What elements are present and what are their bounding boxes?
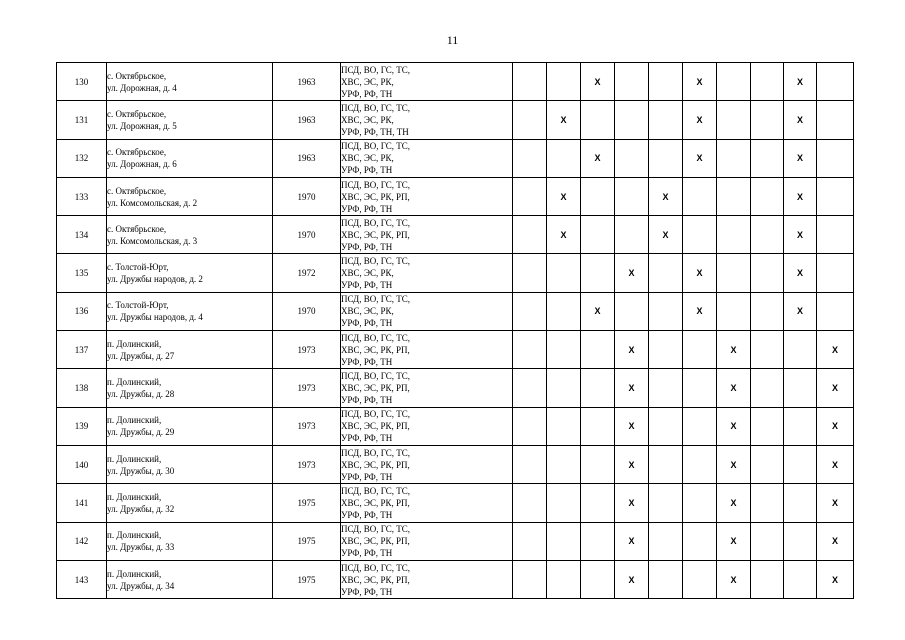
row-number-cell: 143 [57,560,107,598]
address-settlement: с. Октябрьское, [107,185,167,196]
mark-cell [547,445,581,483]
works-line: УРФ, РФ, ТН [341,165,393,176]
address-street: ул. Дружбы, д. 34 [107,580,175,591]
mark-cell [513,101,547,139]
mark-cell [513,522,547,560]
mark-cell [581,101,615,139]
mark-cell [615,292,649,330]
mark-cell [751,139,784,177]
mark-cell [547,254,581,292]
mark-cell [649,445,683,483]
address-settlement: п. Долинский, [107,568,162,579]
works-line: УРФ, РФ, ТН [341,280,393,291]
year-built-cell: 1973 [273,369,341,407]
mark-cell [817,101,854,139]
mark-cell [513,445,547,483]
mark-cell: X [784,254,817,292]
mark-cell: X [683,139,717,177]
mark-cell [615,101,649,139]
mark-cell [649,369,683,407]
mark-cell [581,216,615,254]
year-built-cell: 1963 [273,101,341,139]
mark-cell [547,560,581,598]
works-line: ХВС, ЭС, РК, [341,306,394,317]
mark-cell: X [649,177,683,215]
address-settlement: с. Октябрьское, [107,223,167,234]
works-line: УРФ, РФ, ТН [341,586,393,597]
year-built-cell: 1963 [273,63,341,101]
mark-cell [547,484,581,522]
table-body [57,63,854,599]
works-line: ПСД, ВО, ГС, ТС, [341,371,411,382]
works-line: УРФ, РФ, ТН [341,88,393,99]
mark-cell [683,216,717,254]
works-line: ПСД, ВО, ГС, ТС, [341,102,411,113]
mark-cell [751,101,784,139]
row-number-cell: 132 [57,139,107,177]
mark-cell [751,63,784,101]
mark-cell: X [717,522,751,560]
address-settlement: с. Толстой-Юрт, [107,262,169,273]
year-built-cell: 1970 [273,292,341,330]
mark-cell: X [615,560,649,598]
mark-cell [683,177,717,215]
works-line: ПСД, ВО, ГС, ТС, [341,562,411,573]
row-number-cell: 133 [57,177,107,215]
mark-cell: X [547,101,581,139]
works-line: ХВС, ЭС, РК, [341,114,394,125]
works-line: ПСД, ВО, ГС, ТС, [341,217,411,228]
page-number: 11 [446,33,459,47]
works-list-cell [341,407,513,445]
works-list-cell [341,445,513,483]
address-cell [107,522,273,560]
address-settlement: п. Долинский, [107,530,162,541]
mark-cell: X [717,445,751,483]
row-number-cell: 135 [57,254,107,292]
mark-cell [751,177,784,215]
mark-cell [751,292,784,330]
mark-cell [683,445,717,483]
mark-cell [513,484,547,522]
mark-cell [615,63,649,101]
works-list-cell [341,560,513,598]
mark-cell: X [615,522,649,560]
mark-cell: X [581,292,615,330]
mark-cell [717,139,751,177]
address-cell [107,177,273,215]
mark-cell [581,331,615,369]
address-street: ул. Дружбы, д. 32 [107,503,175,514]
mark-cell [751,369,784,407]
mark-cell: X [717,560,751,598]
year-built-cell: 1970 [273,216,341,254]
works-line: ХВС, ЭС, РК, РП, [341,536,410,547]
mark-cell [547,522,581,560]
mark-cell [751,484,784,522]
mark-cell: X [717,484,751,522]
address-cell [107,445,273,483]
mark-cell [751,407,784,445]
mark-cell: X [547,216,581,254]
mark-cell [581,369,615,407]
mark-cell: X [649,216,683,254]
address-cell [107,254,273,292]
works-list-cell [341,369,513,407]
works-line: ХВС, ЭС, РК, РП, [341,421,410,432]
works-line: ХВС, ЭС, РК, РП, [341,191,410,202]
year-built-cell: 1973 [273,331,341,369]
table-row [57,522,854,560]
works-line: ХВС, ЭС, РК, РП, [341,497,410,508]
row-number-cell: 136 [57,292,107,330]
mark-cell: X [547,177,581,215]
works-line: ПСД, ВО, ГС, ТС, [341,524,411,535]
mark-cell: X [717,369,751,407]
table-row [57,254,854,292]
mark-cell [751,254,784,292]
works-line: ХВС, ЭС, РК, [341,76,394,87]
mark-cell [683,560,717,598]
works-line: УРФ, РФ, ТН [341,548,393,559]
mark-cell [717,292,751,330]
mark-cell [581,254,615,292]
works-line: ПСД, ВО, ГС, ТС, [341,294,411,305]
works-list-cell [341,139,513,177]
table-row [57,139,854,177]
works-line: ХВС, ЭС, РК, РП, [341,383,410,394]
works-line: ПСД, ВО, ГС, ТС, [341,447,411,458]
mark-cell [751,522,784,560]
mark-cell [615,177,649,215]
mark-cell [513,177,547,215]
mark-cell: X [683,254,717,292]
works-line: УРФ, РФ, ТН [341,356,393,367]
table-row [57,369,854,407]
address-settlement: п. Долинский, [107,491,162,502]
row-number-cell: 142 [57,522,107,560]
address-cell [107,216,273,254]
mark-cell: X [784,139,817,177]
row-number-cell: 139 [57,407,107,445]
year-built-cell: 1975 [273,560,341,598]
mark-cell [581,484,615,522]
mark-cell [513,369,547,407]
address-settlement: с. Толстой-Юрт, [107,300,169,311]
row-number-cell: 134 [57,216,107,254]
works-line: ХВС, ЭС, РК, РП, [341,459,410,470]
mark-cell: X [817,407,854,445]
year-built-cell: 1963 [273,139,341,177]
address-cell [107,369,273,407]
mark-cell: X [683,292,717,330]
table-row [57,63,854,101]
mark-cell [649,101,683,139]
mark-cell: X [817,484,854,522]
mark-cell: X [817,331,854,369]
mark-cell [751,560,784,598]
table-row [57,177,854,215]
mark-cell [513,216,547,254]
address-street: ул. Дружбы народов, д. 4 [107,312,203,323]
mark-cell [547,139,581,177]
address-street: ул. Комсомольская, д. 2 [107,197,198,208]
mark-cell: X [615,445,649,483]
mark-cell [581,407,615,445]
mark-cell [649,484,683,522]
mark-cell [513,139,547,177]
works-line: УРФ, РФ, ТН [341,395,393,406]
mark-cell [817,139,854,177]
mark-cell: X [784,216,817,254]
address-cell [107,560,273,598]
year-built-cell: 1970 [273,177,341,215]
address-street: ул. Дружбы, д. 27 [107,350,175,361]
address-settlement: п. Долинский, [107,415,162,426]
mark-cell [547,369,581,407]
mark-cell [683,407,717,445]
table-row [57,560,854,598]
mark-cell: X [683,101,717,139]
mark-cell [581,522,615,560]
mark-cell [547,407,581,445]
mark-cell [513,331,547,369]
address-street: ул. Дружбы, д. 30 [107,465,175,476]
table-row [57,445,854,483]
mark-cell [683,522,717,560]
row-number-cell: 130 [57,63,107,101]
mark-cell: X [817,445,854,483]
mark-cell [615,139,649,177]
works-list-cell [341,63,513,101]
row-number-cell: 137 [57,331,107,369]
mark-cell: X [581,139,615,177]
works-list-cell [341,484,513,522]
works-line: ХВС, ЭС, РК, РП, [341,229,410,240]
works-line: ХВС, ЭС, РК, РП, [341,344,410,355]
address-cell [107,139,273,177]
mark-cell: X [615,407,649,445]
works-list-cell [341,216,513,254]
works-line: УРФ, РФ, ТН [341,471,393,482]
works-list-cell [341,292,513,330]
mark-cell: X [615,331,649,369]
mark-cell [784,560,817,598]
mark-cell [513,560,547,598]
table-row [57,292,854,330]
mark-cell [513,63,547,101]
mark-cell: X [817,369,854,407]
mark-cell [581,177,615,215]
works-list-cell [341,101,513,139]
address-settlement: с. Октябрьское, [107,108,167,119]
mark-cell [581,445,615,483]
address-cell [107,484,273,522]
mark-cell [817,292,854,330]
mark-cell: X [615,254,649,292]
works-list-cell [341,331,513,369]
mark-cell [513,254,547,292]
year-built-cell: 1973 [273,407,341,445]
mark-cell [717,216,751,254]
mark-cell [547,63,581,101]
mark-cell: X [784,292,817,330]
mark-cell [717,254,751,292]
mark-cell [683,484,717,522]
address-cell [107,331,273,369]
works-line: ХВС, ЭС, РК, РП, [341,574,410,585]
mark-cell [581,560,615,598]
works-line: ПСД, ВО, ГС, ТС, [341,179,411,190]
mark-cell [784,407,817,445]
mark-cell: X [615,369,649,407]
works-line: УРФ, РФ, ТН [341,433,393,444]
mark-cell [784,369,817,407]
mark-cell [784,445,817,483]
mark-cell [649,407,683,445]
row-number-cell: 141 [57,484,107,522]
table-row [57,216,854,254]
year-built-cell: 1975 [273,484,341,522]
works-line: УРФ, РФ, ТН [341,203,393,214]
mark-cell [649,522,683,560]
works-line: ХВС, ЭС, РК, [341,153,394,164]
address-settlement: п. Долинский, [107,453,162,464]
address-settlement: п. Долинский, [107,377,162,388]
mark-cell: X [817,560,854,598]
address-street: ул. Комсомольская, д. 3 [107,235,198,246]
mark-cell: X [784,101,817,139]
year-built-cell: 1973 [273,445,341,483]
table-row [57,484,854,522]
mark-cell [513,407,547,445]
table-row [57,407,854,445]
address-street: ул. Дружбы народов, д. 2 [107,274,203,285]
works-line: УРФ, РФ, ТН [341,509,393,520]
mark-cell [751,331,784,369]
row-number-cell: 140 [57,445,107,483]
row-number-cell: 138 [57,369,107,407]
mark-cell [649,254,683,292]
address-settlement: п. Долинский, [107,338,162,349]
address-cell [107,407,273,445]
address-street: ул. Дружбы, д. 28 [107,389,175,400]
mark-cell [784,331,817,369]
mark-cell [751,445,784,483]
works-list-cell [341,254,513,292]
works-list-cell [341,522,513,560]
buildings-table [56,62,854,599]
year-built-cell: 1972 [273,254,341,292]
mark-cell [683,331,717,369]
works-line: ПСД, ВО, ГС, ТС, [341,485,411,496]
address-street: ул. Дорожная, д. 4 [107,82,177,93]
address-street: ул. Дружбы, д. 33 [107,542,175,553]
mark-cell [717,177,751,215]
address-settlement: с. Октябрьское, [107,147,167,158]
row-number-cell: 131 [57,101,107,139]
mark-cell [547,292,581,330]
mark-cell: X [581,63,615,101]
mark-cell: X [683,63,717,101]
mark-cell [817,216,854,254]
works-line: ХВС, ЭС, РК, [341,268,394,279]
mark-cell [615,216,649,254]
works-line: УРФ, РФ, ТН, ТН [341,126,409,137]
mark-cell [513,292,547,330]
mark-cell [717,63,751,101]
mark-cell: X [784,63,817,101]
works-list-cell [341,177,513,215]
mark-cell [817,63,854,101]
works-line: ПСД, ВО, ГС, ТС, [341,141,411,152]
year-built-cell: 1975 [273,522,341,560]
works-line: УРФ, РФ, ТН [341,241,393,252]
address-settlement: с. Октябрьское, [107,70,167,81]
mark-cell: X [717,407,751,445]
address-street: ул. Дорожная, д. 6 [107,159,177,170]
works-line: ПСД, ВО, ГС, ТС, [341,332,411,343]
mark-cell: X [615,484,649,522]
mark-cell [717,101,751,139]
mark-cell [649,63,683,101]
mark-cell [547,331,581,369]
mark-cell: X [717,331,751,369]
address-street: ул. Дружбы, д. 29 [107,427,175,438]
works-line: ПСД, ВО, ГС, ТС, [341,256,411,267]
mark-cell [649,331,683,369]
mark-cell [649,560,683,598]
mark-cell [649,292,683,330]
mark-cell: X [817,522,854,560]
table-row [57,101,854,139]
address-cell [107,63,273,101]
mark-cell [817,177,854,215]
works-line: ПСД, ВО, ГС, ТС, [341,409,411,420]
works-line: УРФ, РФ, ТН [341,318,393,329]
table-row [57,331,854,369]
mark-cell [784,522,817,560]
mark-cell [683,369,717,407]
address-cell [107,101,273,139]
mark-cell [751,216,784,254]
address-cell [107,292,273,330]
mark-cell: X [784,177,817,215]
mark-cell [817,254,854,292]
address-street: ул. Дорожная, д. 5 [107,120,177,131]
mark-cell [649,139,683,177]
works-line: ПСД, ВО, ГС, ТС, [341,64,411,75]
mark-cell [784,484,817,522]
